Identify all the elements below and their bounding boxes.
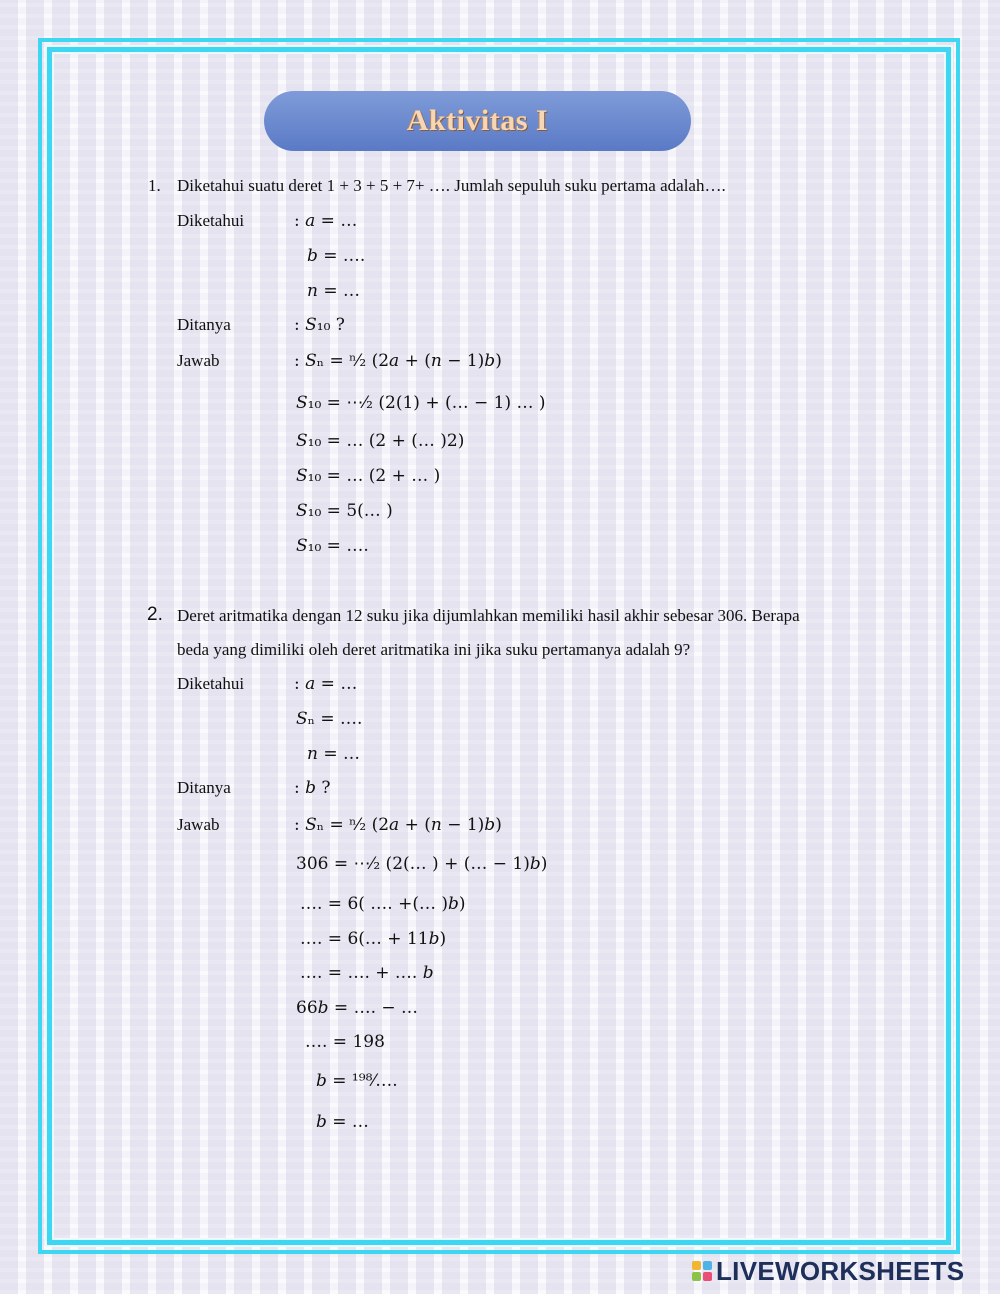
problem2-number: 2. <box>147 604 163 625</box>
problem2-step-5: 66𝑏 = …. − … <box>296 998 419 1018</box>
logo-square-pink <box>703 1272 712 1281</box>
problem1-step-5: 𝑆₁₀ = …. <box>296 536 369 556</box>
problem2-formula: : 𝑆ₙ = ⁿ⁄₂ (2𝑎 + (𝑛 − 1)𝑏) <box>294 815 502 835</box>
problem1-question: Diketahui suatu deret 1 + 3 + 5 + 7+ …. Jumlah sepuluh suku pertama adalah…. <box>177 176 726 195</box>
problem1-number: 1. <box>148 176 161 195</box>
problem1-step-4: 𝑆₁₀ = 5(… ) <box>296 501 393 521</box>
problem1-given-a: : 𝑎 = … <box>294 211 358 231</box>
problem1-step-1: 𝑆₁₀ = ⋯⁄₂ (2(1) + (… − 1) … ) <box>296 393 546 413</box>
problem2-question-line2: beda yang dimiliki oleh deret aritmatika ini jika suku pertamanya adalah 9? <box>177 640 691 659</box>
problem2-step-8: 𝑏 = … <box>316 1112 369 1132</box>
problem2-label-diketahui: Diketahui <box>177 674 245 693</box>
logo-square-yellow <box>692 1261 701 1270</box>
problem1-asked: : 𝑆₁₀ ? <box>294 315 345 335</box>
problem1-step-3: 𝑆₁₀ = … (2 + … ) <box>296 466 441 486</box>
problem2-given-sn: 𝑆ₙ = …. <box>296 709 363 729</box>
problem2-label-ditanya: Ditanya <box>177 778 231 797</box>
page-title: Aktivitas I <box>406 104 549 137</box>
problem1-given-n: 𝑛 = … <box>307 281 361 301</box>
logo-square-green <box>692 1272 701 1281</box>
title-banner <box>264 91 691 151</box>
brand-name: LIVEWORKSHEETS <box>716 1255 965 1286</box>
problem2-step-1: 306 = ⋯⁄₂ (2(… ) + (… − 1)𝑏) <box>296 854 548 874</box>
problem1-given-b: 𝑏 = …. <box>307 246 366 266</box>
problem1-label-diketahui: Diketahui <box>177 211 245 230</box>
problem2-step-4: …. = …. + …. 𝑏 <box>300 963 434 983</box>
liveworksheets-logo-icon <box>692 1261 712 1281</box>
problem2-label-jawab: Jawab <box>177 815 220 834</box>
problem2-step-6: …. = 198 <box>305 1032 385 1052</box>
problem2-step-3: …. = 6(… + 11𝑏) <box>300 929 447 949</box>
problem2-given-n: 𝑛 = … <box>307 744 361 764</box>
problem2-given-a: : 𝑎 = … <box>294 674 358 694</box>
problem1-step-2: 𝑆₁₀ = … (2 + (… )2) <box>296 431 465 451</box>
problem2-asked: : 𝑏 ? <box>294 778 331 798</box>
problem2-step-7: 𝑏 = ¹⁹⁸⁄…. <box>316 1071 398 1091</box>
problem1-label-jawab: Jawab <box>177 351 220 370</box>
problem2-question-line1: Deret aritmatika dengan 12 suku jika dijumlahkan memiliki hasil akhir sebesar 306. Berapa <box>177 606 800 625</box>
problem1-label-ditanya: Ditanya <box>177 315 231 334</box>
logo-square-blue <box>703 1261 712 1270</box>
problem1-formula: : 𝑆ₙ = ⁿ⁄₂ (2𝑎 + (𝑛 − 1)𝑏) <box>294 351 502 371</box>
liveworksheets-brand[interactable] <box>692 1257 964 1285</box>
problem2-step-2: …. = 6( …. +(… )𝑏) <box>300 894 466 914</box>
